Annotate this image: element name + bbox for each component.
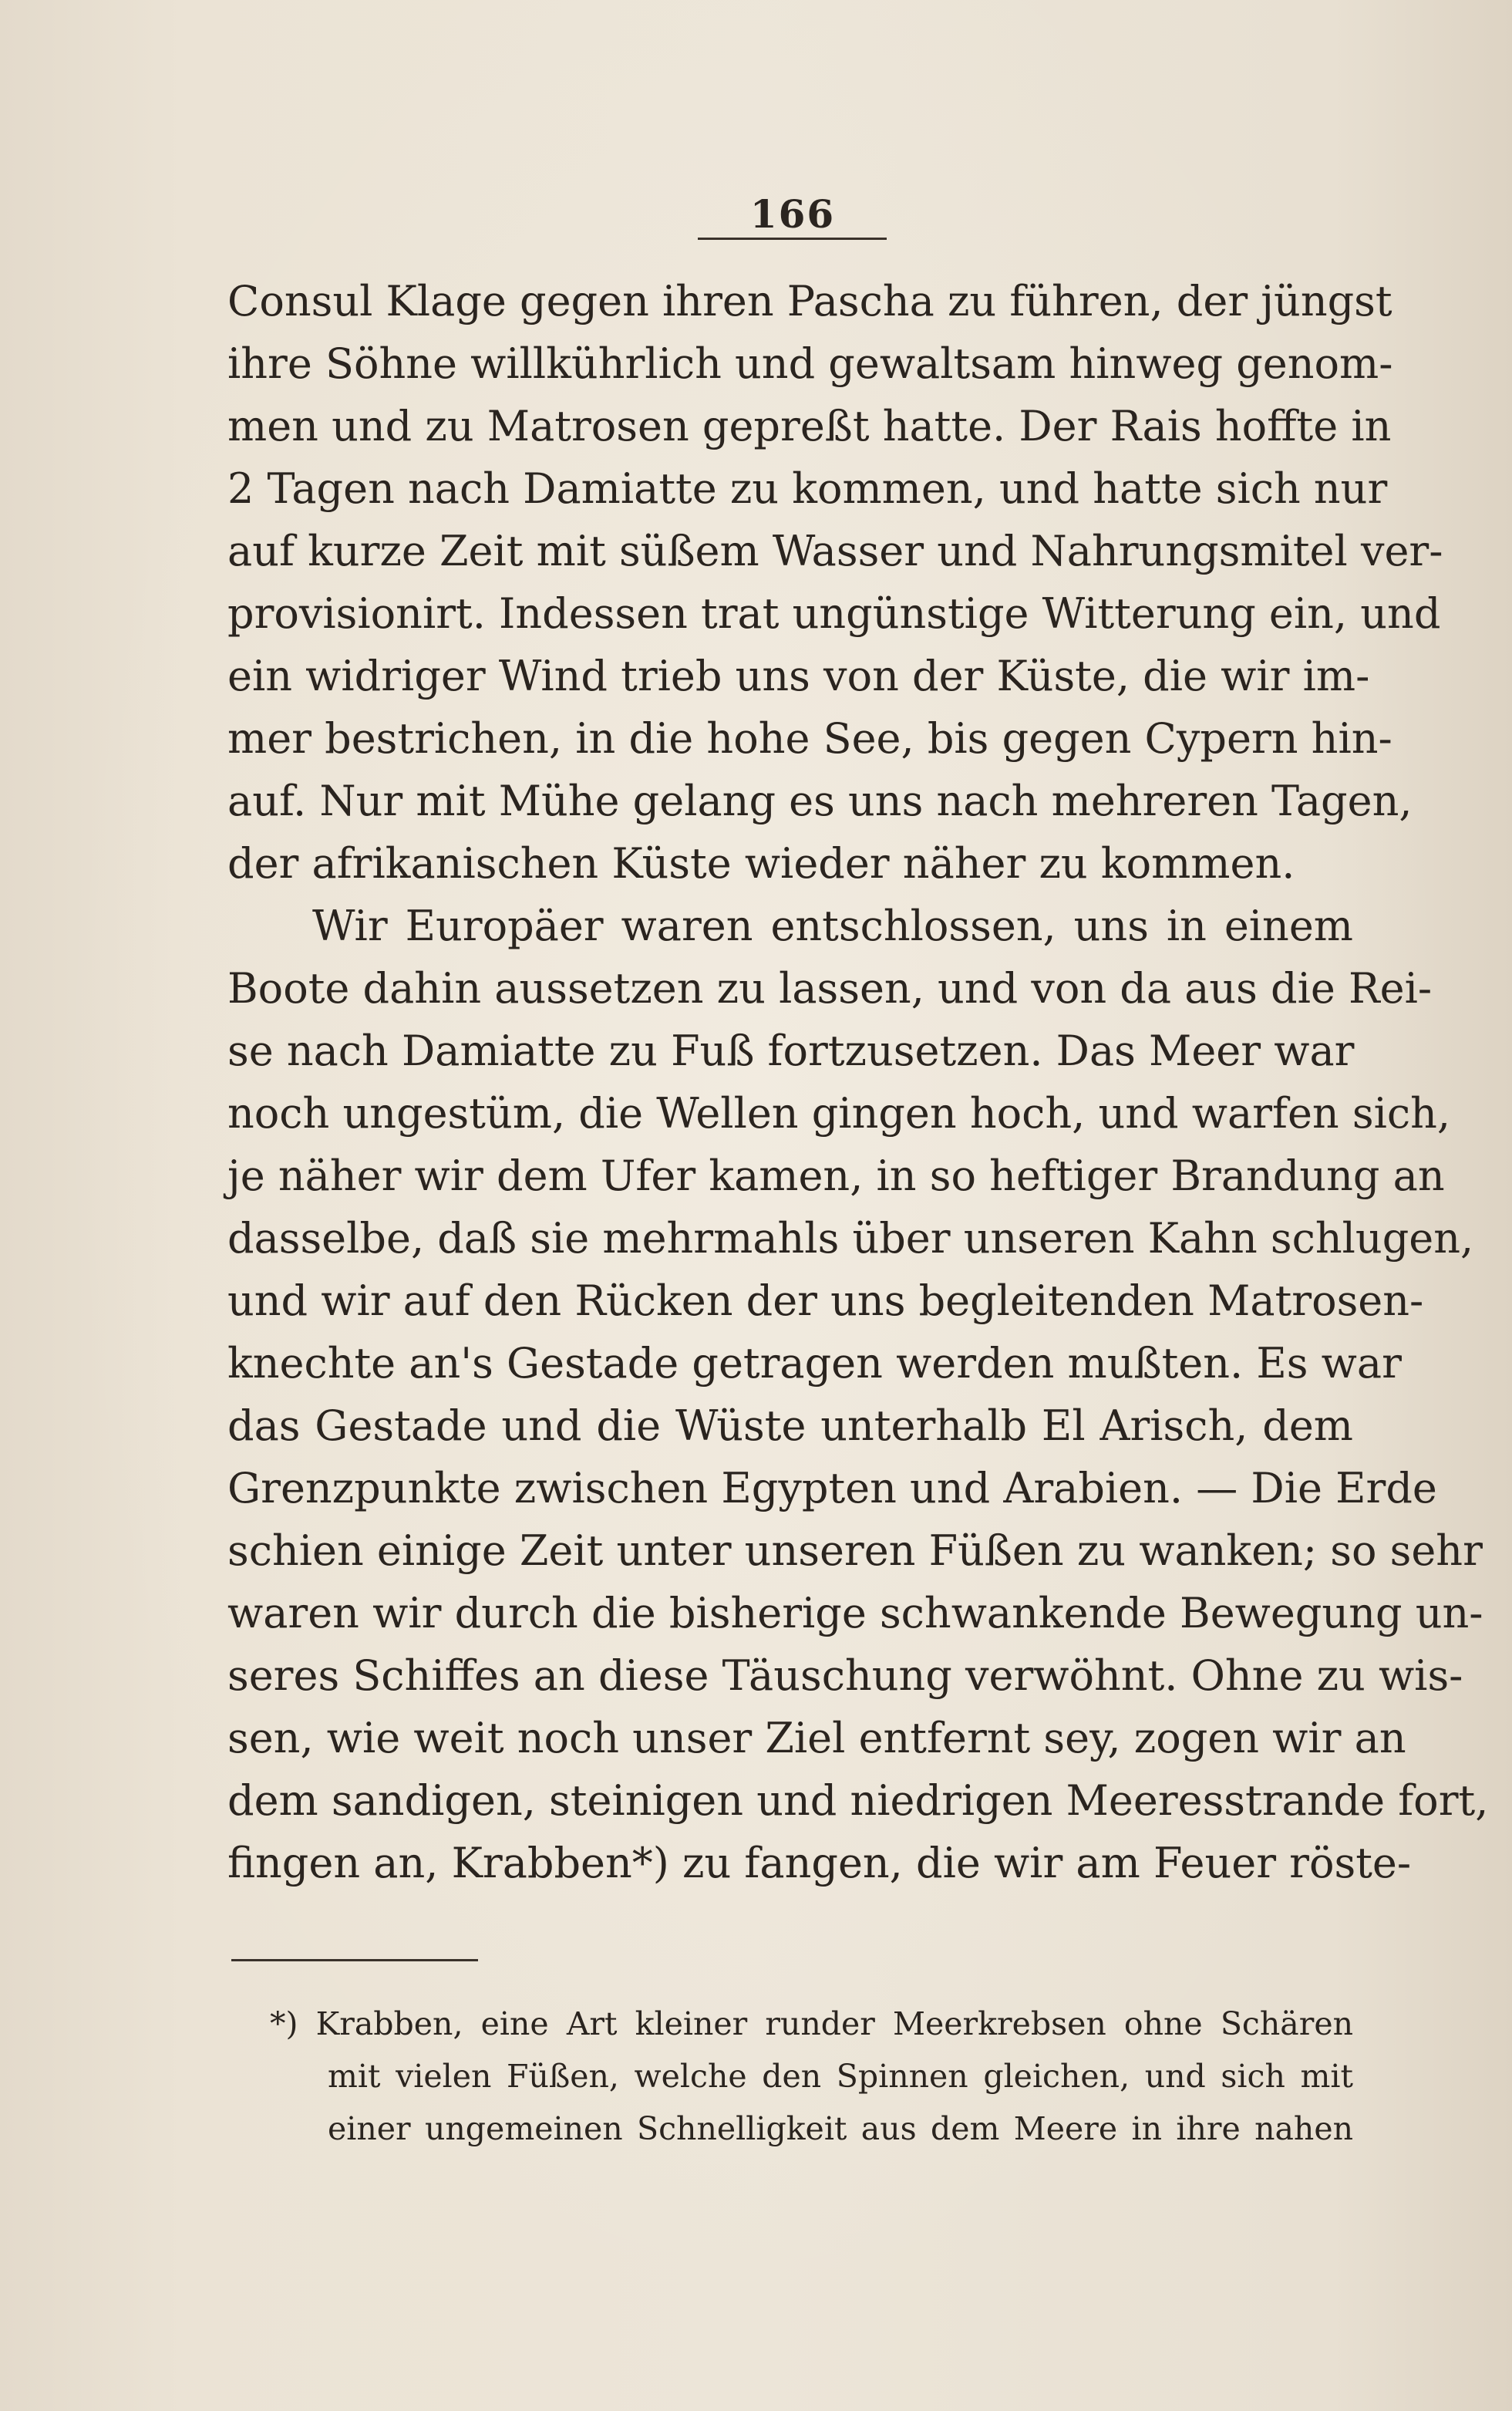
text-line: sen, wie weit noch unser Ziel entfernt sey, zogen wir an (227, 1714, 1406, 1762)
text-line: seres Schiffes an diese Täuschung verwöhnt. Ohne zu wis- (227, 1651, 1463, 1700)
text-line: schien einige Zeit unter unseren Füßen zu wanken; so sehr (227, 1526, 1483, 1575)
text-line: se nach Damiatte zu Fuß fortzusetzen. Das Meer war (227, 1027, 1355, 1075)
text-line: noch ungestüm, die Wellen gingen hoch, und warfen sich, (227, 1089, 1451, 1138)
paragraph-start-line: Wir Europäer waren entschlossen, uns in einem (312, 902, 1353, 950)
footnote-line: mit vielen Füßen, welche den Spinnen gleichen, und sich mit (328, 2058, 1353, 2095)
text-line: je näher wir dem Ufer kamen, in so heftiger Brandung an (227, 1152, 1445, 1200)
text-line: und wir auf den Rücken der uns begleitenden Matrosen- (227, 1276, 1424, 1325)
body-text (227, 270, 1489, 1894)
text-line: knechte an's Gestade getragen werden mußten. Es war (227, 1339, 1402, 1388)
text-line: der afrikanischen Küste wieder näher zu kommen. (227, 839, 1295, 888)
footnote-line: *) Krabben, eine Art kleiner runder Meerkrebsen ohne Schären (270, 2005, 1353, 2042)
header-rule (698, 238, 887, 240)
text-line: provisionirt. Indessen trat ungünstige Witterung ein, und (227, 589, 1441, 638)
text-line: waren wir durch die bisherige schwankende Bewegung un- (227, 1589, 1483, 1637)
text-line: auf kurze Zeit mit süßem Wasser und Nahrungsmitel ver- (227, 527, 1443, 575)
text-line: dasselbe, daß sie mehrmahls über unseren Kahn schlugen, (227, 1214, 1474, 1263)
text-line: Grenzpunkte zwischen Egypten und Arabien. — Die Erde (227, 1464, 1437, 1512)
text-line: Consul Klage gegen ihren Pascha zu führen, der jüngst (227, 277, 1392, 325)
footnote (270, 1998, 1353, 2155)
text-line: mer bestrichen, in die hohe See, bis gegen Cypern hin- (227, 714, 1392, 763)
text-line: 2 Tagen nach Damiatte zu kommen, und hatte sich nur (227, 464, 1388, 513)
page-number: 166 (749, 191, 836, 237)
text-line: men und zu Matrosen gepreßt hatte. Der Rais hoffte in (227, 402, 1392, 450)
text-line: auf. Nur mit Mühe gelang es uns nach mehreren Tagen, (227, 777, 1413, 825)
text-line: dem sandigen, steinigen und niedrigen Meeresstrande fort, (227, 1776, 1489, 1825)
footnote-rule (231, 1959, 478, 1961)
text-line: fingen an, Krabben*) zu fangen, die wir am Feuer röste- (227, 1839, 1412, 1887)
footnote-line: einer ungemeinen Schnelligkeit aus dem Meere in ihre nahen (328, 2110, 1353, 2147)
text-line: ein widriger Wind trieb uns von der Küste, die wir im- (227, 652, 1370, 700)
text-line: Boote dahin aussetzen zu lassen, und von da aus die Rei- (227, 964, 1433, 1013)
text-line: das Gestade und die Wüste unterhalb El Arisch, dem (227, 1401, 1353, 1450)
text-line: ihre Söhne willkührlich und gewaltsam hinweg genom- (227, 339, 1393, 388)
